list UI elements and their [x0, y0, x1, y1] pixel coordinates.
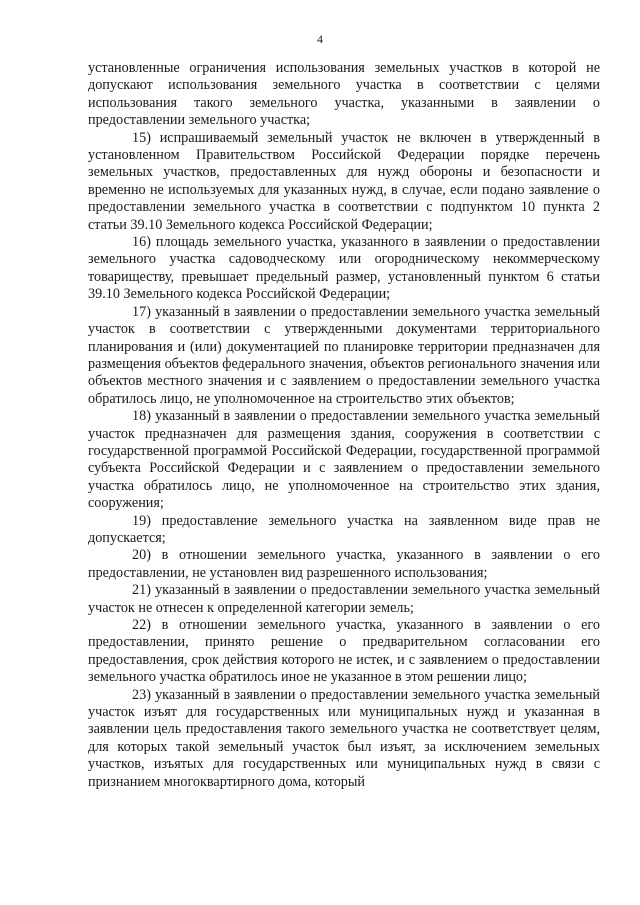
paragraph-item-23: 23) указанный в заявлении о предоставлении земельного участка земельный участок изъят для государственных или муниципальных нужд и указанная в заявлении цель предоставления такого земельного участка не соответствует целям, для которых такой земельный участок был изъят, за исключением земельных участков, изъятых для государственных или муниципальных нужд в связи с признанием многоквартирного дома, который [88, 686, 600, 790]
paragraph-item-18: 18) указанный в заявлении о предоставлении земельного участка земельный участок предназначен для размещения здания, сооружения в соответствии с государственной программой Российской Федерации, государственной программой субъекта Российской Федерации и с заявлением о предоставлении земельного участка обратилось лицо, не уполномоченное на строительство этих здания, сооружения; [88, 408, 600, 512]
paragraph-item-21: 21) указанный в заявлении о предоставлении земельного участка земельный участок не отнесен к определенной категории земель; [88, 582, 600, 616]
paragraph-item-20: 20) в отношении земельного участка, указанного в заявлении о его предоставлении, не установлен вид разрешенного использования; [88, 547, 600, 581]
paragraph-item-17: 17) указанный в заявлении о предоставлении земельного участка земельный участок в соответствии с утвержденными документами территориального планирования и (или) документацией по планировке территории предназначен для размещения объектов федерального значения, объектов регионального значения или объектов местного значения и с заявлением о предоставлении земельного участка обратилось лицо, не уполномоченное на строительство этих объектов; [88, 303, 600, 407]
paragraph-item-22: 22) в отношении земельного участка, указанного в заявлении о его предоставлении, принято решение о предварительном согласовании его предоставления, срок действия которого не истек, и с заявлением о предоставлении земельного участка обратилось иное не указанное в этом решении лицо; [88, 617, 600, 686]
page-number: 4 [317, 32, 323, 46]
paragraph-item-19: 19) предоставление земельного участка на заявленном виде прав не допускается; [88, 512, 600, 546]
paragraph-item-16: 16) площадь земельного участка, указанного в заявлении о предоставлении земельного участка садоводческому или огородническому некоммерческому товариществу, превышает предельный размер, установленный пунктом 6 статьи 39.10 Земельного кодекса Российской Федерации; [88, 234, 600, 303]
document-body [88, 60, 600, 791]
paragraph-continuation: установленные ограничения использования земельных участков в которой не допускают использования земельного участка в соответствии с целями использования такого земельного участка, указанными в заявлении о предоставлении земельного участка; [88, 60, 600, 129]
paragraph-item-15: 15) испрашиваемый земельный участок не включен в утвержденный в установленном Правительством Российской Федерации порядке перечень земельных участков, предоставленных для нужд обороны и безопасности и временно не используемых для указанных нужд, в случае, если подано заявление о предоставлении земельного участка в соответствии с подпунктом 10 пункта 2 статьи 39.10 Земельного кодекса Российской Федерации; [88, 129, 600, 233]
